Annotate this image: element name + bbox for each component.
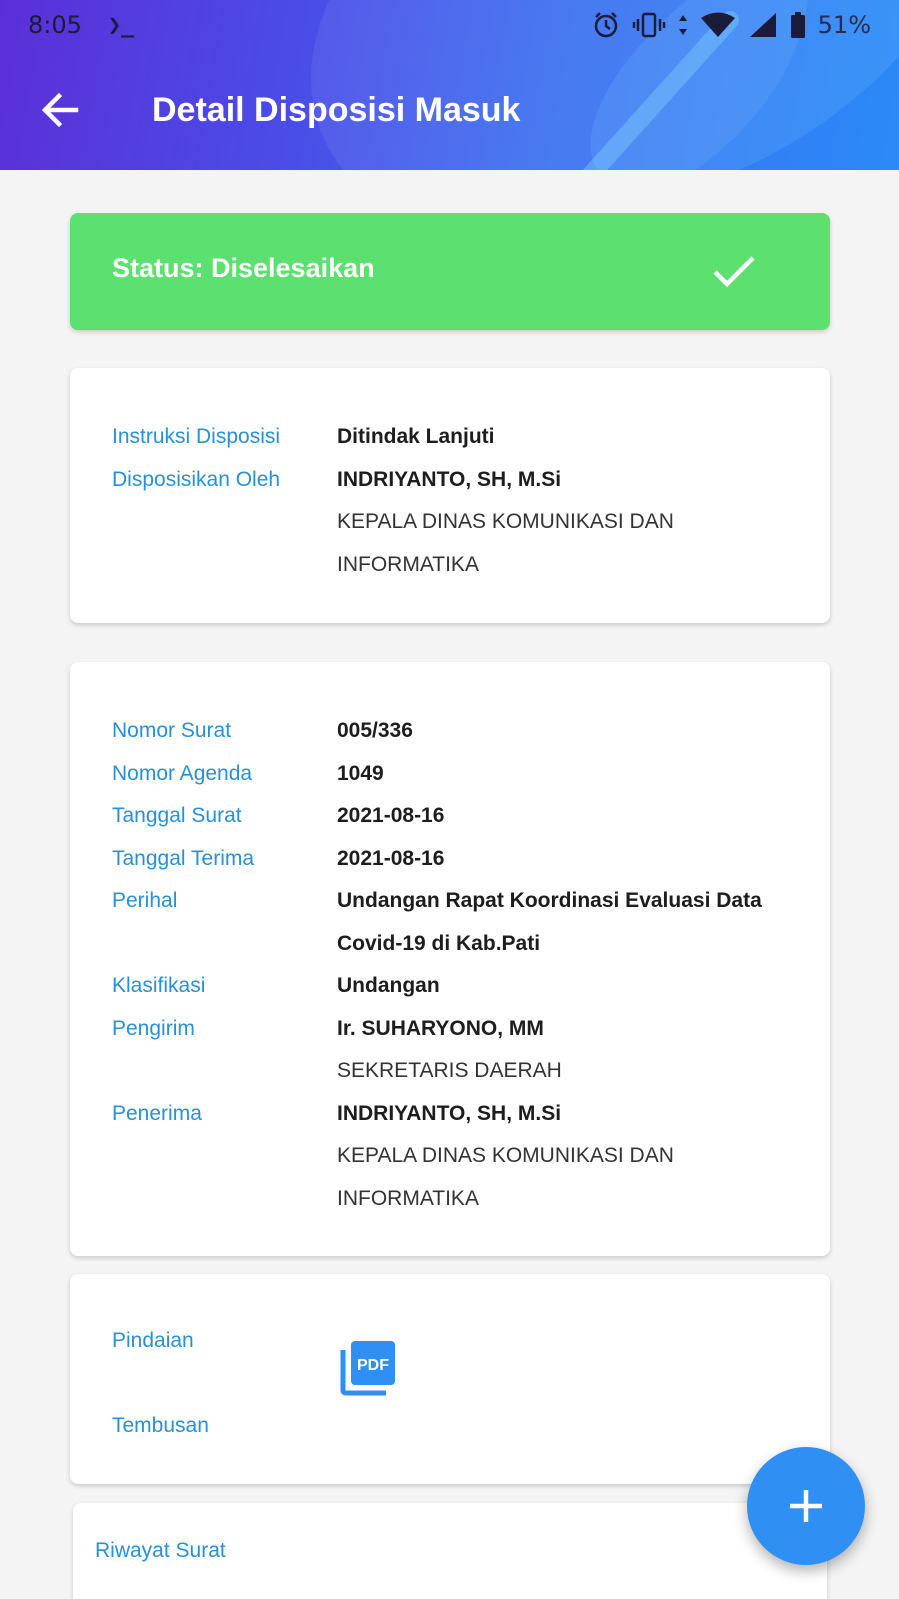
disposed-by-name: INDRIYANTO, SH, M.Si (337, 467, 562, 491)
alarm-icon (592, 11, 620, 39)
pdf-icon (340, 1340, 396, 1396)
battery-percent: 51% (817, 11, 871, 39)
disposed-by-label: Disposisikan Oleh (112, 467, 281, 491)
letter-number-value: 005/336 (337, 719, 413, 742)
detail-row (112, 1093, 788, 1221)
sender-label: Pengirim (112, 1016, 195, 1040)
recipient-position: KEPALA DINAS KOMUNIKASI DAN INFORMATIKA (337, 1144, 674, 1210)
system-status-bar (0, 0, 899, 50)
terminal-icon: ❯_ (107, 12, 135, 38)
battery-icon (790, 11, 806, 39)
sender-value (337, 1008, 788, 1093)
arrow-back-icon (40, 90, 80, 130)
detail-row (112, 965, 788, 1008)
disposed-by-position: KEPALA DINAS KOMUNIKASI DAN INFORMATIKA (337, 510, 674, 576)
toolbar (0, 50, 899, 170)
page-title: Detail Disposisi Masuk (152, 90, 521, 129)
recipient-name: INDRIYANTO, SH, M.Si (337, 1101, 562, 1125)
subject-label: Perihal (112, 889, 178, 912)
vibrate-icon (632, 11, 666, 39)
pdf-icon-text: PDF (357, 1357, 389, 1374)
classification-label: Klasifikasi (112, 974, 206, 997)
detail-row (112, 710, 788, 753)
add-fab-button[interactable] (747, 1447, 865, 1565)
back-button[interactable] (0, 50, 120, 170)
pdf-scan-button[interactable] (340, 1340, 396, 1401)
status-text: Status: Diselesaikan (112, 253, 375, 283)
detail-row (112, 753, 788, 796)
detail-row (112, 838, 788, 881)
cc-label: Tembusan (112, 1414, 209, 1437)
detail-row (112, 1008, 788, 1093)
status-card (70, 213, 830, 330)
check-icon (712, 255, 756, 289)
classification-value: Undangan (337, 974, 440, 997)
letter-date-value: 2021-08-16 (337, 804, 445, 827)
data-transfer-icon (678, 11, 688, 39)
agenda-number-label: Nomor Agenda (112, 761, 253, 785)
wifi-icon (700, 11, 736, 39)
subject-value: Undangan Rapat Koordinasi Evaluasi Data Covid-19 di Kab.Pati (337, 889, 762, 955)
history-card (73, 1503, 827, 1599)
plus-icon (788, 1488, 824, 1524)
agenda-number-value: 1049 (337, 761, 384, 785)
recipient-value (337, 1093, 788, 1221)
status-icons (592, 11, 871, 39)
scan-label: Pindaian (112, 1329, 194, 1352)
signal-icon (748, 11, 778, 39)
recipient-label: Penerima (112, 1101, 202, 1125)
letter-date-label: Tanggal Surat (112, 804, 242, 827)
detail-row (112, 795, 788, 838)
letter-detail-card (70, 662, 830, 1256)
disposition-card (70, 368, 830, 623)
instruction-label: Instruksi Disposisi (112, 425, 281, 448)
detail-row (112, 459, 788, 587)
app-header (0, 0, 899, 170)
detail-row (112, 416, 788, 459)
received-date-value: 2021-08-16 (337, 846, 445, 870)
clock: 8:05 (28, 11, 82, 39)
sender-name: Ir. SUHARYONO, MM (337, 1016, 544, 1040)
detail-row (112, 880, 788, 965)
history-label: Riwayat Surat (95, 1539, 226, 1562)
received-date-label: Tanggal Terima (112, 846, 255, 870)
instruction-value: Ditindak Lanjuti (337, 425, 495, 448)
disposed-by-value (337, 459, 788, 587)
attachment-card (70, 1274, 830, 1484)
letter-number-label: Nomor Surat (112, 719, 232, 742)
sender-position: SEKRETARIS DAERAH (337, 1059, 562, 1082)
